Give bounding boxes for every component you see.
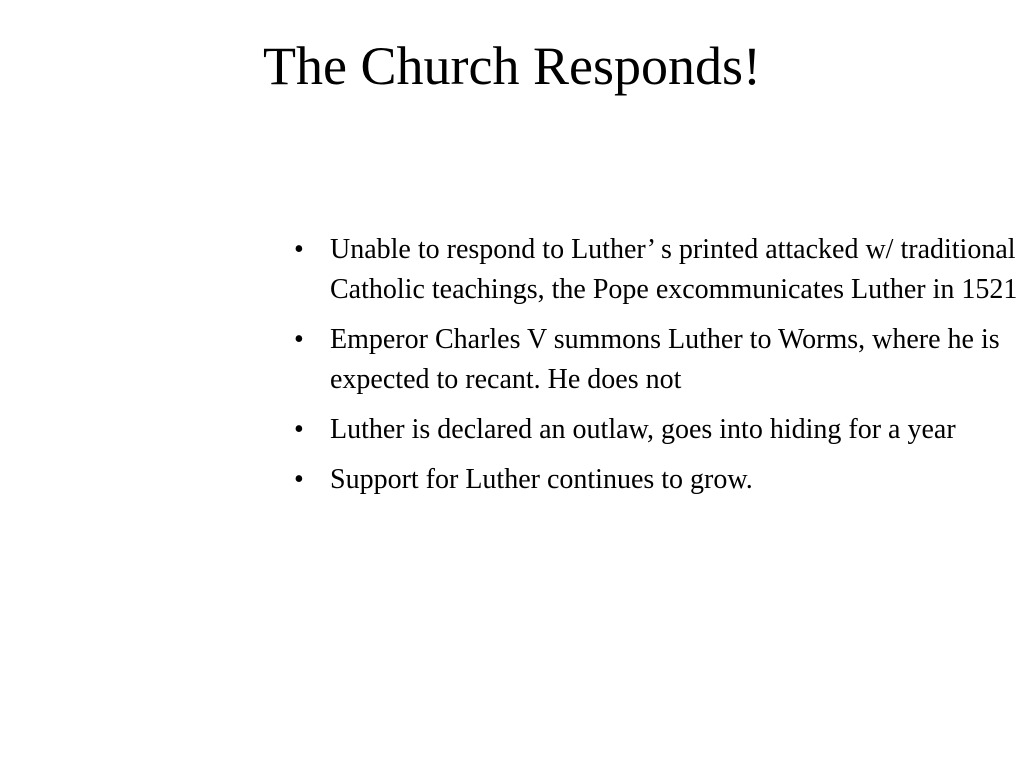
bullet-text: Luther is declared an outlaw, goes into hiding for a year [330,414,956,445]
bullet-dot-icon: • [294,234,304,265]
bullet-text: Emperor Charles V summons Luther to Worms, where he is expected to recant. He does not [330,324,1000,395]
bullet-item [290,320,1020,400]
slide-title: The Church Responds! [263,36,761,96]
bullet-list [290,230,1020,510]
bullet-item [290,410,1020,450]
bullet-dot-icon: • [294,414,304,445]
bullet-dot-icon: • [294,324,304,355]
bullet-item [290,230,1020,310]
bullet-text: Unable to respond to Luther’ s printed attacked w/ traditional Catholic teachings, the Pope excommunicates Luther in 1521 [330,234,1018,305]
bullet-text: Support for Luther continues to grow. [330,464,753,495]
bullet-dot-icon: • [294,464,304,495]
bullet-item [290,460,1020,500]
